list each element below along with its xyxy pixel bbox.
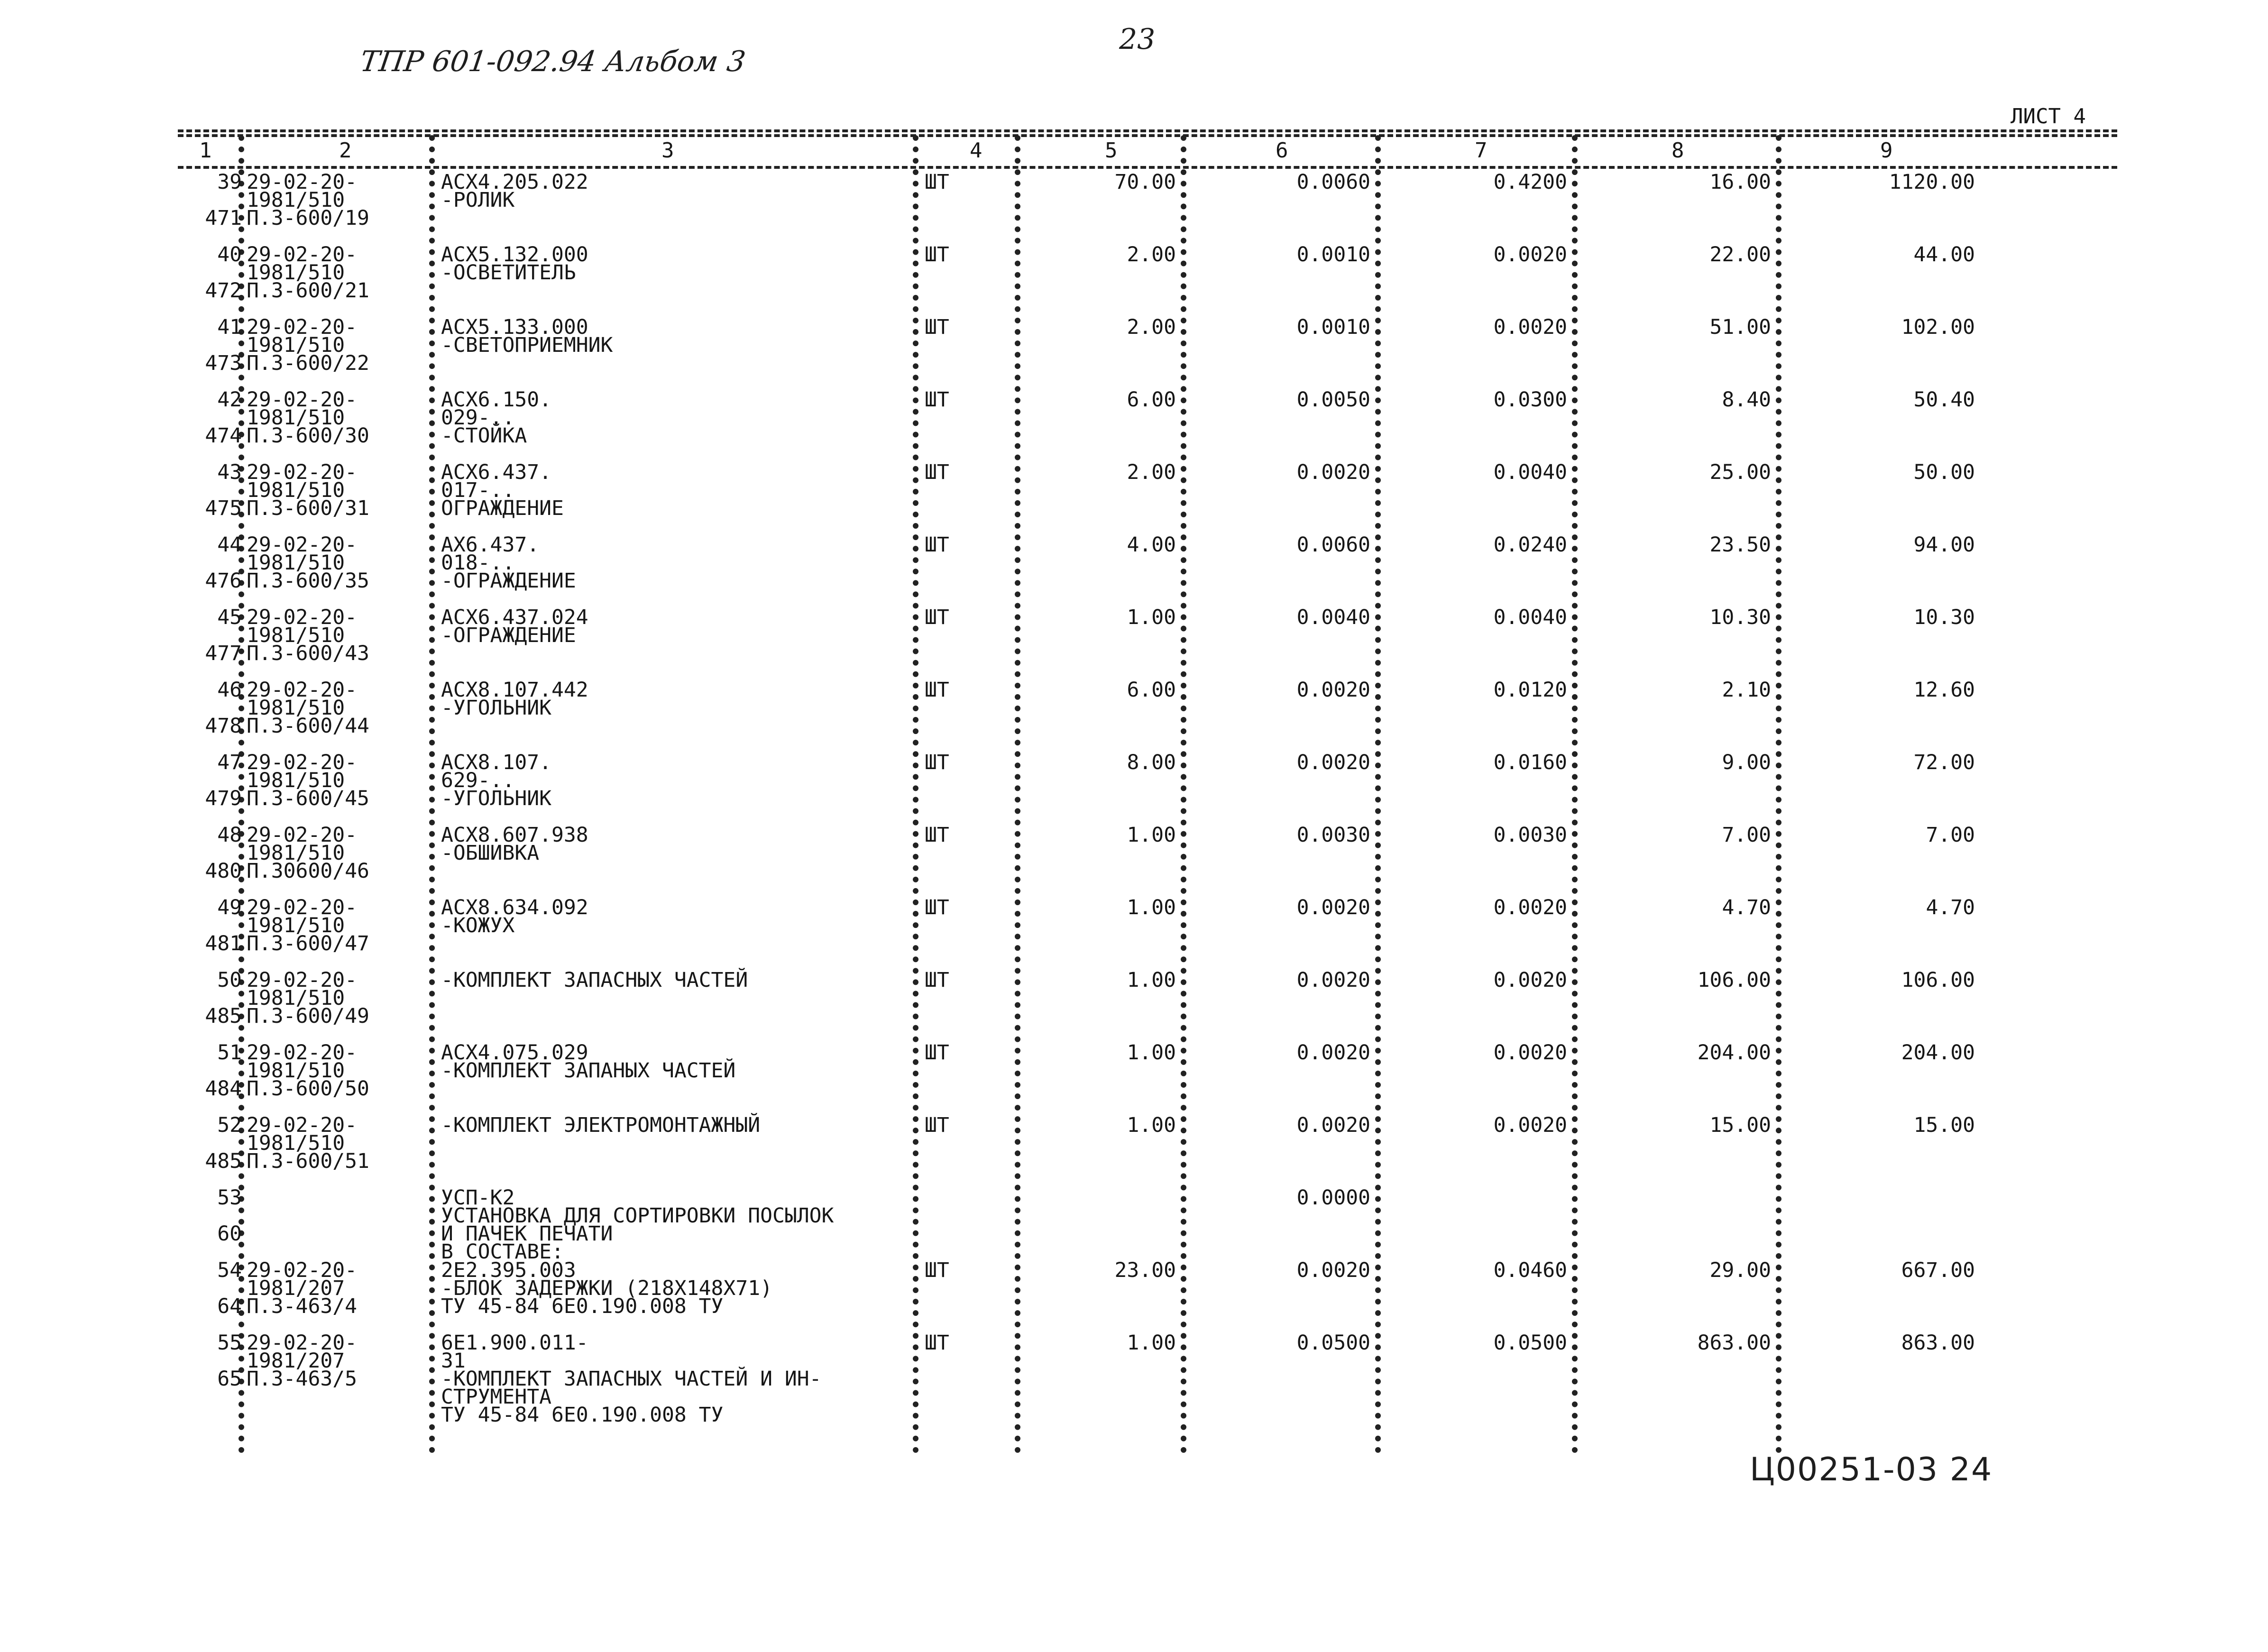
item-description: -ОГРАЖДЕНИЕ [441, 569, 576, 593]
unit-cell: ШТ [925, 533, 949, 557]
quantity-cell: 2.00 [1127, 243, 1176, 266]
sum-cell: 50.00 [1913, 460, 1975, 484]
price-cell: 23.50 [1709, 533, 1771, 557]
unit-cell: ШТ [925, 1041, 949, 1065]
row-position: 476 [205, 569, 242, 593]
item-description: ТУ 45-84 6Е0.190.008 ТУ [441, 1403, 724, 1427]
total-mass-cell: 0.0120 [1493, 678, 1567, 702]
price-cell: 106.00 [1697, 968, 1771, 992]
quantity-cell: 2.00 [1127, 315, 1176, 339]
unit-cell: ШТ [925, 606, 949, 629]
total-mass-cell: 0.0040 [1493, 460, 1567, 484]
row-reference: 1981/510 [247, 841, 345, 865]
item-description: АСХ4.205.022 [441, 170, 588, 194]
item-description: АСХ6.437.024 [441, 606, 588, 629]
item-description: ТУ 45-84 6Е0.190.008 ТУ [441, 1294, 724, 1318]
quantity-cell: 1.00 [1127, 1113, 1176, 1137]
sum-cell: 667.00 [1901, 1258, 1975, 1282]
row-reference: 29-02-20- [247, 315, 357, 339]
row-reference: 29-02-20- [247, 678, 357, 702]
total-mass-cell: 0.0460 [1493, 1258, 1567, 1282]
row-reference: 29-02-20- [247, 533, 357, 557]
item-description: -УГОЛЬНИК [441, 787, 551, 810]
row-reference: 1981/510 [247, 986, 345, 1010]
table-top-rule [178, 129, 2117, 132]
row-reference: 29-02-20- [247, 460, 357, 484]
price-cell: 8.40 [1722, 388, 1771, 412]
item-description: -ОГРАЖДЕНИЕ [441, 624, 576, 647]
row-reference: 29-02-20- [247, 751, 357, 774]
total-mass-cell: 0.0030 [1493, 823, 1567, 847]
row-reference: 1981/510 [247, 333, 345, 357]
unit-cell: ШТ [925, 315, 949, 339]
sum-cell: 10.30 [1913, 606, 1975, 629]
row-reference: 1981/510 [247, 261, 345, 285]
row-position: 474 [205, 424, 242, 448]
unit-mass-cell: 0.0020 [1296, 1041, 1370, 1065]
row-number: 51 [217, 1041, 242, 1065]
row-position: 481 [205, 932, 242, 955]
item-description: АСХ5.133.000 [441, 315, 588, 339]
unit-cell: ШТ [925, 388, 949, 412]
row-reference: 1981/510 [247, 188, 345, 212]
row-reference: П.30600/46 [247, 859, 369, 883]
row-reference: П.3-600/44 [247, 714, 369, 738]
unit-cell: ШТ [925, 1331, 949, 1355]
item-description: -КОЖУХ [441, 914, 515, 937]
item-description: АСХ4.075.029 [441, 1041, 588, 1065]
price-cell: 29.00 [1709, 1258, 1771, 1282]
unit-mass-cell: 0.0040 [1296, 606, 1370, 629]
sum-cell: 50.40 [1913, 388, 1975, 412]
row-number: 43 [217, 460, 242, 484]
unit-mass-cell: 0.0020 [1296, 1113, 1370, 1137]
item-description: 2Е2.395.003 [441, 1258, 576, 1282]
row-reference: 29-02-20- [247, 1258, 357, 1282]
row-number: 54 [217, 1258, 242, 1282]
item-description: -УГОЛЬНИК [441, 696, 551, 720]
row-position: 485 [205, 1004, 242, 1028]
row-position: 473 [205, 351, 242, 375]
item-description: АСХ8.607.938 [441, 823, 588, 847]
item-description: 6Е1.900.011- [441, 1331, 588, 1355]
quantity-cell: 6.00 [1127, 388, 1176, 412]
item-description: УСТАНОВКА ДЛЯ СОРТИРОВКИ ПОСЫЛОК [441, 1204, 834, 1228]
column-header: 2 [339, 138, 352, 163]
total-mass-cell: 0.0300 [1493, 388, 1567, 412]
price-cell: 863.00 [1697, 1331, 1771, 1355]
unit-mass-cell: 0.0000 [1296, 1186, 1370, 1210]
row-number: 53 [217, 1186, 242, 1210]
quantity-cell: 8.00 [1127, 751, 1176, 774]
total-mass-cell: 0.0040 [1493, 606, 1567, 629]
row-reference: П.3-600/50 [247, 1077, 369, 1101]
unit-mass-cell: 0.0030 [1296, 823, 1370, 847]
unit-mass-cell: 0.0500 [1296, 1331, 1370, 1355]
sum-cell: 102.00 [1901, 315, 1975, 339]
row-reference: 29-02-20- [247, 388, 357, 412]
quantity-cell: 2.00 [1127, 460, 1176, 484]
row-number: 40 [217, 243, 242, 266]
row-number: 52 [217, 1113, 242, 1137]
unit-mass-cell: 0.0060 [1296, 170, 1370, 194]
item-description: -КОМПЛЕКТ ЭЛЕКТРОМОНТАЖНЫЙ [441, 1113, 761, 1137]
quantity-cell: 1.00 [1127, 896, 1176, 919]
row-reference: 29-02-20- [247, 170, 357, 194]
row-reference: П.3-600/49 [247, 1004, 369, 1028]
row-reference: 29-02-20- [247, 968, 357, 992]
row-position: 485 [205, 1149, 242, 1173]
unit-mass-cell: 0.0020 [1296, 460, 1370, 484]
row-reference: П.3-600/30 [247, 424, 369, 448]
row-position: 475 [205, 496, 242, 520]
price-cell: 22.00 [1709, 243, 1771, 266]
item-description: -РОЛИК [441, 188, 515, 212]
unit-mass-cell: 0.0050 [1296, 388, 1370, 412]
item-description: АСХ6.437. [441, 460, 551, 484]
row-position: 60 [217, 1222, 242, 1246]
row-reference: П.3-600/43 [247, 642, 369, 665]
row-number: 48 [217, 823, 242, 847]
row-reference: 1981/207 [247, 1349, 345, 1373]
unit-cell: ШТ [925, 968, 949, 992]
item-description: 31 [441, 1349, 466, 1373]
row-reference: 29-02-20- [247, 1041, 357, 1065]
sum-cell: 72.00 [1913, 751, 1975, 774]
item-description: -ОБШИВКА [441, 841, 540, 865]
item-description: В СОСТАВЕ: [441, 1240, 564, 1264]
row-number: 39 [217, 170, 242, 194]
row-reference: 1981/510 [247, 914, 345, 937]
row-number: 50 [217, 968, 242, 992]
quantity-cell: 6.00 [1127, 678, 1176, 702]
item-description: АСХ6.150. [441, 388, 551, 412]
column-header: 3 [661, 138, 674, 163]
row-reference: П.3-600/51 [247, 1149, 369, 1173]
quantity-cell: 1.00 [1127, 1331, 1176, 1355]
column-header: 6 [1276, 138, 1288, 163]
row-number: 41 [217, 315, 242, 339]
row-reference: 29-02-20- [247, 1113, 357, 1137]
unit-cell: ШТ [925, 1258, 949, 1282]
row-reference: 1981/510 [247, 478, 345, 502]
unit-cell: ШТ [925, 751, 949, 774]
row-reference: П.3-600/47 [247, 932, 369, 955]
unit-mass-cell: 0.0060 [1296, 533, 1370, 557]
row-reference: 1981/510 [247, 696, 345, 720]
price-cell: 15.00 [1709, 1113, 1771, 1137]
row-reference: П.3-600/21 [247, 279, 369, 303]
quantity-cell: 4.00 [1127, 533, 1176, 557]
unit-cell: ШТ [925, 170, 949, 194]
price-cell: 7.00 [1722, 823, 1771, 847]
item-description: -БЛОК ЗАДЕРЖКИ (218Х148Х71) [441, 1276, 772, 1300]
unit-cell: ШТ [925, 678, 949, 702]
row-position: 65 [217, 1367, 242, 1391]
table-top-rule-2 [178, 134, 2117, 137]
unit-cell: ШТ [925, 823, 949, 847]
row-position: 478 [205, 714, 242, 738]
item-description: 017-.. [441, 478, 515, 502]
row-reference: П.3-463/5 [247, 1367, 357, 1391]
quantity-cell: 23.00 [1114, 1258, 1176, 1282]
row-number: 42 [217, 388, 242, 412]
row-reference: П.3-600/22 [247, 351, 369, 375]
total-mass-cell: 0.0240 [1493, 533, 1567, 557]
quantity-cell: 1.00 [1127, 1041, 1176, 1065]
item-description: И ПАЧЕК ПЕЧАТИ [441, 1222, 613, 1246]
row-reference: 1981/510 [247, 551, 345, 575]
item-description: -СВЕТОПРИЕМНИК [441, 333, 613, 357]
unit-mass-cell: 0.0020 [1296, 751, 1370, 774]
sum-cell: 106.00 [1901, 968, 1975, 992]
row-reference: 29-02-20- [247, 243, 357, 266]
unit-mass-cell: 0.0010 [1296, 243, 1370, 266]
total-mass-cell: 0.4200 [1493, 170, 1567, 194]
price-cell: 4.70 [1722, 896, 1771, 919]
album-reference: ТПР 601-092.94 Альбом 3 [358, 45, 748, 78]
quantity-cell: 1.00 [1127, 968, 1176, 992]
sum-cell: 4.70 [1926, 896, 1975, 919]
row-reference: П.3-600/19 [247, 206, 369, 230]
column-header: 8 [1671, 138, 1684, 163]
row-reference: 1981/510 [247, 624, 345, 647]
column-header: 1 [199, 138, 212, 163]
row-number: 44 [217, 533, 242, 557]
item-description: АСХ8.634.092 [441, 896, 588, 919]
sum-cell: 15.00 [1913, 1113, 1975, 1137]
price-cell: 51.00 [1709, 315, 1771, 339]
row-position: 477 [205, 642, 242, 665]
total-mass-cell: 0.0020 [1493, 896, 1567, 919]
unit-mass-cell: 0.0020 [1296, 1258, 1370, 1282]
page-number: 23 [1119, 23, 1156, 56]
column-header: 5 [1105, 138, 1118, 163]
price-cell: 25.00 [1709, 460, 1771, 484]
row-reference: П.3-463/4 [247, 1294, 357, 1318]
item-description: -КОМПЛЕКТ ЗАПАНЫХ ЧАСТЕЙ [441, 1059, 736, 1083]
row-position: 472 [205, 279, 242, 303]
quantity-cell: 1.00 [1127, 823, 1176, 847]
total-mass-cell: 0.0160 [1493, 751, 1567, 774]
unit-cell: ШТ [925, 1113, 949, 1137]
item-description: АСХ5.132.000 [441, 243, 588, 266]
row-reference: 1981/510 [247, 406, 345, 430]
item-description: 029-.. [441, 406, 515, 430]
price-cell: 9.00 [1722, 751, 1771, 774]
unit-mass-cell: 0.0010 [1296, 315, 1370, 339]
item-description: 629-.. [441, 769, 515, 792]
item-description: -ОСВЕТИТЕЛЬ [441, 261, 576, 285]
item-description: АСХ8.107.442 [441, 678, 588, 702]
row-number: 46 [217, 678, 242, 702]
table-header-rule [178, 166, 2117, 169]
column-separator [429, 135, 435, 1453]
row-reference: 1981/510 [247, 1059, 345, 1083]
item-description: ОГРАЖДЕНИЕ [441, 496, 564, 520]
row-position: 471 [205, 206, 242, 230]
total-mass-cell: 0.0020 [1493, 243, 1567, 266]
total-mass-cell: 0.0500 [1493, 1331, 1567, 1355]
price-cell: 2.10 [1722, 678, 1771, 702]
row-position: 484 [205, 1077, 242, 1101]
item-description: УСП-К2 [441, 1186, 515, 1210]
sum-cell: 204.00 [1901, 1041, 1975, 1065]
sum-cell: 1120.00 [1889, 170, 1975, 194]
row-reference: 29-02-20- [247, 896, 357, 919]
row-reference: П.3-600/35 [247, 569, 369, 593]
sum-cell: 7.00 [1926, 823, 1975, 847]
column-header: 7 [1475, 138, 1488, 163]
unit-cell: ШТ [925, 243, 949, 266]
quantity-cell: 70.00 [1114, 170, 1176, 194]
row-reference: 1981/207 [247, 1276, 345, 1300]
row-reference: 29-02-20- [247, 823, 357, 847]
item-description: АХ6.437. [441, 533, 540, 557]
row-reference: 29-02-20- [247, 606, 357, 629]
sum-cell: 94.00 [1913, 533, 1975, 557]
item-description: -КОМПЛЕКТ ЗАПАСНЫХ ЧАСТЕЙ [441, 968, 748, 992]
row-position: 64 [217, 1294, 242, 1318]
row-reference: 1981/510 [247, 1131, 345, 1155]
row-number: 45 [217, 606, 242, 629]
item-description: 018-.. [441, 551, 515, 575]
price-cell: 10.30 [1709, 606, 1771, 629]
unit-mass-cell: 0.0020 [1296, 678, 1370, 702]
column-header: 9 [1880, 138, 1893, 163]
sheet-label: ЛИСТ 4 [2011, 104, 2086, 128]
row-reference: П.3-600/31 [247, 496, 369, 520]
sum-cell: 12.60 [1913, 678, 1975, 702]
total-mass-cell: 0.0020 [1493, 1041, 1567, 1065]
total-mass-cell: 0.0020 [1493, 315, 1567, 339]
document-stamp: Ц00251-03 24 [1750, 1451, 1993, 1488]
item-description: -КОМПЛЕКТ ЗАПАСНЫХ ЧАСТЕЙ И ИН- [441, 1367, 822, 1391]
sum-cell: 44.00 [1913, 243, 1975, 266]
quantity-cell: 1.00 [1127, 606, 1176, 629]
row-reference: 1981/510 [247, 769, 345, 792]
item-description: СТРУМЕНТА [441, 1385, 551, 1409]
unit-cell: ШТ [925, 896, 949, 919]
row-position: 479 [205, 787, 242, 810]
price-cell: 204.00 [1697, 1041, 1771, 1065]
total-mass-cell: 0.0020 [1493, 1113, 1567, 1137]
sum-cell: 863.00 [1901, 1331, 1975, 1355]
unit-mass-cell: 0.0020 [1296, 896, 1370, 919]
total-mass-cell: 0.0020 [1493, 968, 1567, 992]
unit-mass-cell: 0.0020 [1296, 968, 1370, 992]
row-number: 55 [217, 1331, 242, 1355]
item-description: -СТОЙКА [441, 424, 527, 448]
row-number: 47 [217, 751, 242, 774]
unit-cell: ШТ [925, 460, 949, 484]
row-position: 480 [205, 859, 242, 883]
price-cell: 16.00 [1709, 170, 1771, 194]
column-separator [913, 135, 918, 1453]
row-reference: 29-02-20- [247, 1331, 357, 1355]
item-description: АСХ8.107. [441, 751, 551, 774]
column-header: 4 [970, 138, 982, 163]
row-number: 49 [217, 896, 242, 919]
row-reference: П.3-600/45 [247, 787, 369, 810]
